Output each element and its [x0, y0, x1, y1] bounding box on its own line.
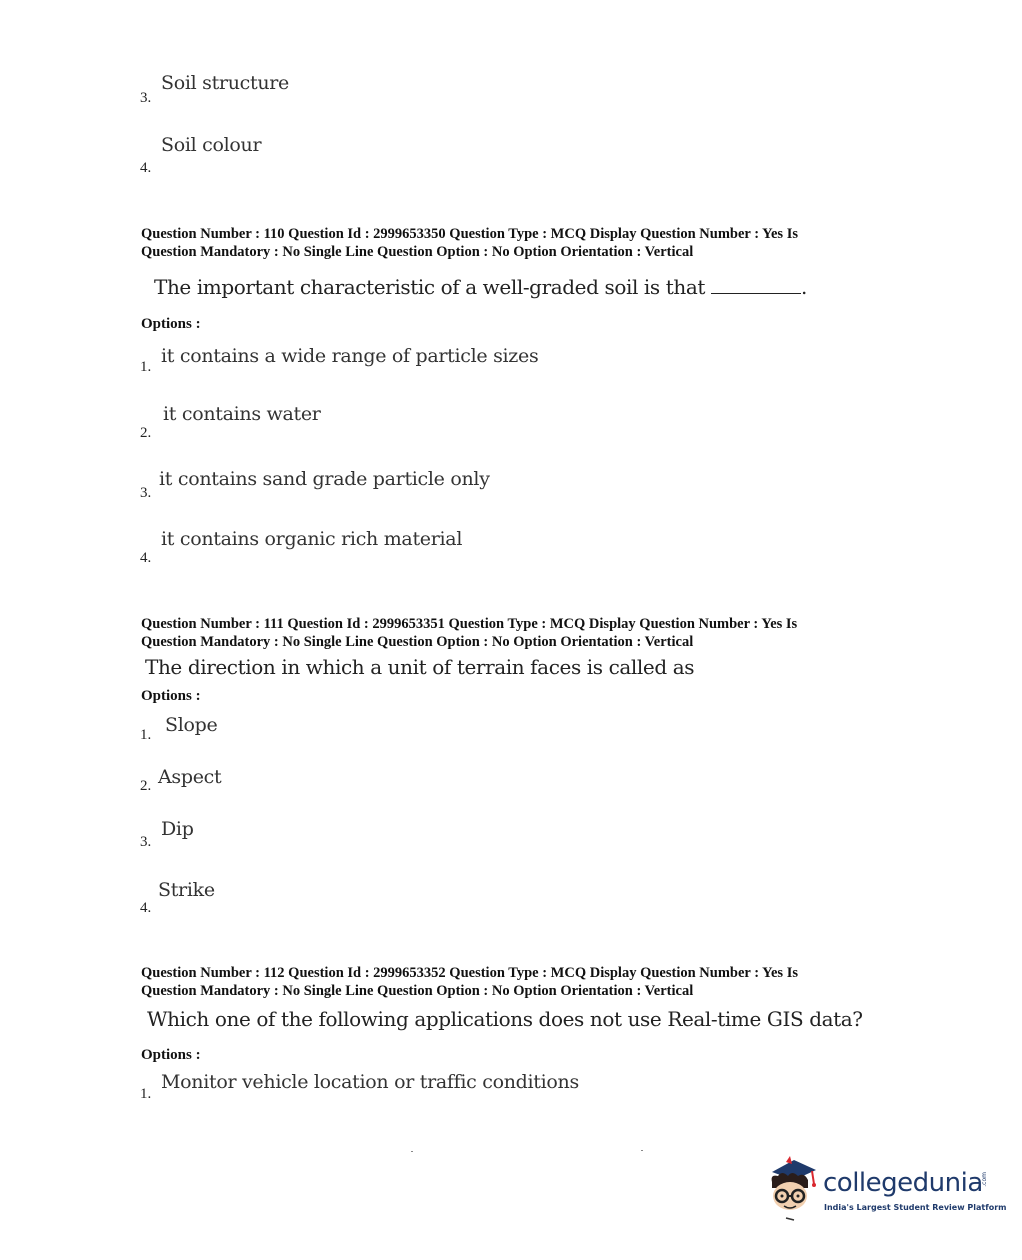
question-meta	[141, 225, 861, 261]
question-text-end: .	[801, 275, 807, 299]
scan-speck	[641, 1150, 643, 1151]
option-text: it contains water	[163, 403, 321, 425]
option-number: 1.	[140, 1086, 152, 1102]
scan-speck	[411, 1151, 413, 1152]
option-number: 3.	[140, 834, 152, 850]
question-meta	[141, 964, 861, 1000]
option-number: 2.	[140, 778, 152, 794]
question-meta-line: Question Mandatory : No Single Line Question Option : No Option Orientation : Vertical	[141, 634, 694, 650]
option-text: Aspect	[158, 766, 222, 788]
option-text: Soil structure	[161, 72, 289, 94]
answer-blank	[711, 277, 801, 294]
question-text: Which one of the following applications does not use Real-time GIS data?	[147, 1007, 863, 1031]
option-text: Monitor vehicle location or traffic conditions	[161, 1071, 579, 1093]
question-meta-line: Question Mandatory : No Single Line Question Option : No Option Orientation : Vertical	[141, 983, 694, 999]
question-meta-line: Question Number : 110 Question Id : 2999653350 Question Type : MCQ Display Question Number : Yes Is	[141, 226, 798, 242]
question-meta	[141, 615, 861, 651]
option-text: Slope	[165, 714, 218, 736]
options-label: Options :	[141, 688, 201, 704]
brand-logo-text: collegedunia	[823, 1168, 983, 1198]
option-text: Soil colour	[161, 134, 262, 156]
option-number: 3.	[140, 90, 152, 106]
option-number: 2.	[140, 425, 152, 441]
option-number: 4.	[140, 900, 152, 916]
question-meta-line: Question Number : 111 Question Id : 2999653351 Question Type : MCQ Display Question Number : Yes Is	[141, 616, 798, 632]
options-label: Options :	[141, 1047, 201, 1063]
question-meta-line: Question Mandatory : No Single Line Question Option : No Option Orientation : Vertical	[141, 244, 694, 260]
graduate-mascot-icon	[764, 1154, 824, 1224]
question-meta-line: Question Number : 112 Question Id : 2999653352 Question Type : MCQ Display Question Number : Yes Is	[141, 965, 798, 981]
option-text: it contains a wide range of particle sizes	[161, 345, 539, 367]
option-number: 4.	[140, 160, 152, 176]
option-number: 4.	[140, 550, 152, 566]
brand-tagline: India's Largest Student Review Platform	[824, 1203, 1007, 1212]
option-number: 3.	[140, 485, 152, 501]
option-text: it contains sand grade particle only	[159, 468, 490, 490]
option-number: 1.	[140, 727, 152, 743]
option-text: it contains organic rich material	[161, 528, 463, 550]
brand-logo-suffix: .com	[981, 1172, 988, 1187]
option-text: Dip	[161, 818, 194, 840]
option-text: Strike	[158, 879, 215, 901]
question-text	[154, 275, 807, 299]
options-label: Options :	[141, 316, 201, 332]
question-text-body: The important characteristic of a well-graded soil is that	[154, 275, 706, 299]
option-number: 1.	[140, 359, 152, 375]
question-text: The direction in which a unit of terrain faces is called as	[145, 655, 695, 679]
